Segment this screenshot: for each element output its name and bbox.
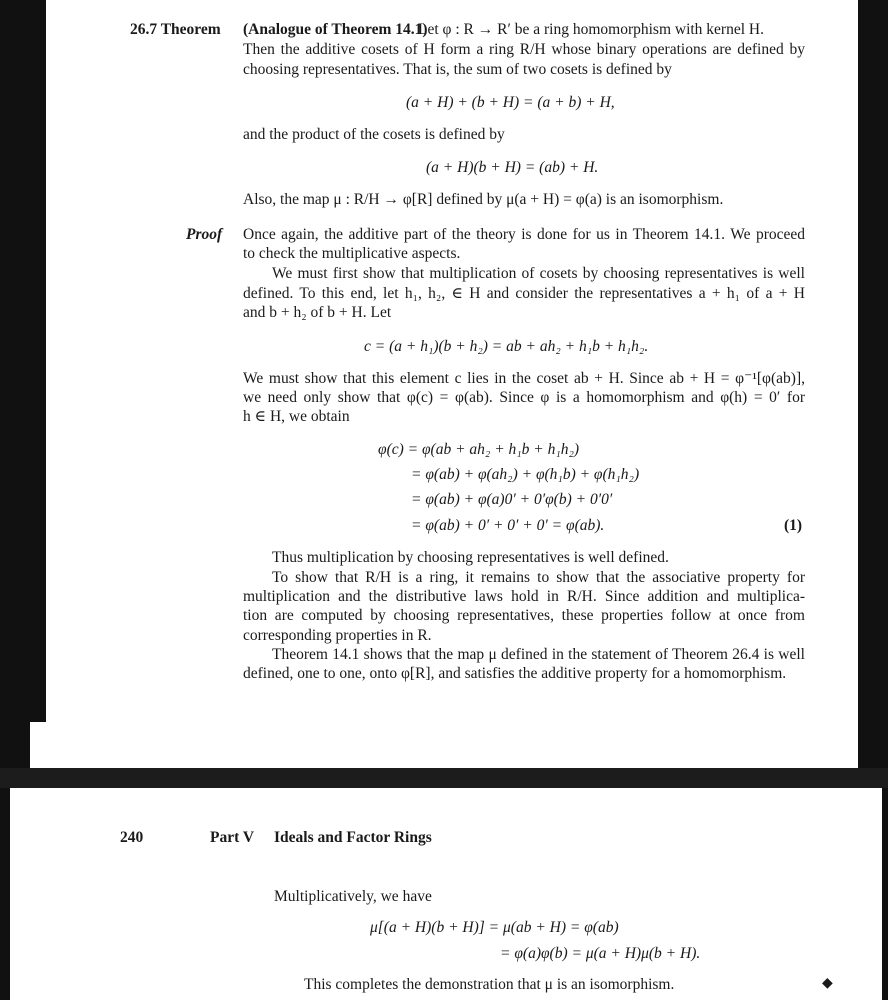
proof-para1-line1: Once again, the additive part of the theory is done for us in Theorem 14.1. We proceed [243,226,805,243]
theorem-line-2: Then the additive cosets of H form a ring R/H whose binary operations are defined by [243,41,805,58]
proof-para5-line3: tion are computed by choosing representatives, these properties follow at once from [243,607,805,624]
equation-chain-2: = φ(ab) + φ(ah₂) + φ(h₁b) + φ(h₁h₂) [411,466,640,483]
equation-number: (1) [784,517,803,534]
scan-border-right [858,0,888,770]
proof-para6-line2: defined, one to one, onto φ[R], and satisfies the additive property for a homomorphism. [243,665,787,682]
proof-para5-line1: To show that R/H is a ring, it remains to show that the associative property for [272,569,805,586]
theorem-line-iso: Also, the map μ : R/H → φ[R] defined by μ(a + H) = φ(a) is an isomorphism. [243,191,724,208]
page-bottom [0,788,888,1000]
theorem-number: 26.7 Theorem [130,21,221,38]
proof-para3-line3: h ∈ H, we obtain [243,408,350,425]
proof-para6-line1: Theorem 14.1 shows that the map μ defined in the statement of Theorem 26.4 is well [272,646,805,663]
equation-sum: (a + H) + (b + H) = (a + b) + H, [406,94,615,111]
equation-chain-3: = φ(ab) + φ(a)0′ + 0′φ(b) + 0′0′ [411,491,613,508]
equation-mu-1: μ[(a + H)(b + H)] = μ(ab + H) = φ(ab) [370,919,619,936]
page-number: 240 [120,829,144,846]
equation-product: (a + H)(b + H) = (ab) + H. [426,159,599,176]
proof-para3-line1: We must show that this element c lies in the coset ab + H. Since ab + H = φ⁻¹[φ(ab)], [243,370,805,387]
theorem-line-3: choosing representatives. That is, the sum of two cosets is defined by [243,61,672,78]
scan-border-left [0,788,10,1000]
scan-border-right [882,788,888,1000]
proof-para2-line2: defined. To this end, let h₁, h₂, ∈ H and consider the representatives a + h₁ of a + H [243,285,805,302]
page2-conclusion: This completes the demonstration that μ is an isomorphism. [304,976,675,993]
part-label: Part V [210,829,255,846]
proof-para5-line4: corresponding properties in R. [243,627,432,644]
equation-c: c = (a + h₁)(b + h₂) = ab + ah₂ + h₁b + h₁h₂. [364,338,649,355]
end-of-proof-icon: ◆ [822,976,833,991]
page2-intro: Multiplicatively, we have [274,888,432,905]
proof-para1-line2: to check the multiplicative aspects. [243,245,461,262]
chapter-title: Ideals and Factor Rings [274,829,432,846]
proof-para3-line2: we need only show that φ(c) = φ(ab). Since φ is a homomorphism and φ(h) = 0′ for [243,389,805,406]
proof-para5-line2: multiplication and the distributive laws hold in R/H. Since addition and multiplica- [243,588,805,605]
equation-chain-1: φ(c) = φ(ab + ah₂ + h₁b + h₁h₂) [378,441,580,458]
scan-border-left-inner [0,0,46,722]
page-gap [0,768,888,788]
proof-label: Proof [186,226,223,243]
equation-chain-4: = φ(ab) + 0′ + 0′ + 0′ = φ(ab). [411,517,605,534]
theorem-title: (Analogue of Theorem 14.1) [243,21,428,38]
proof-para4: Thus multiplication by choosing representatives is well defined. [272,549,669,566]
proof-para2-line1: We must first show that multiplication of cosets by choosing representatives is well [272,265,805,282]
equation-mu-2: = φ(a)φ(b) = μ(a + H)μ(b + H). [500,945,701,962]
proof-para2-line3: and b + h₂ of b + H. Let [243,304,392,321]
theorem-line-1: Let φ : R → R′ be a ring homomorphism with kernel H. [418,21,764,38]
theorem-line-product: and the product of the cosets is defined by [243,126,505,143]
